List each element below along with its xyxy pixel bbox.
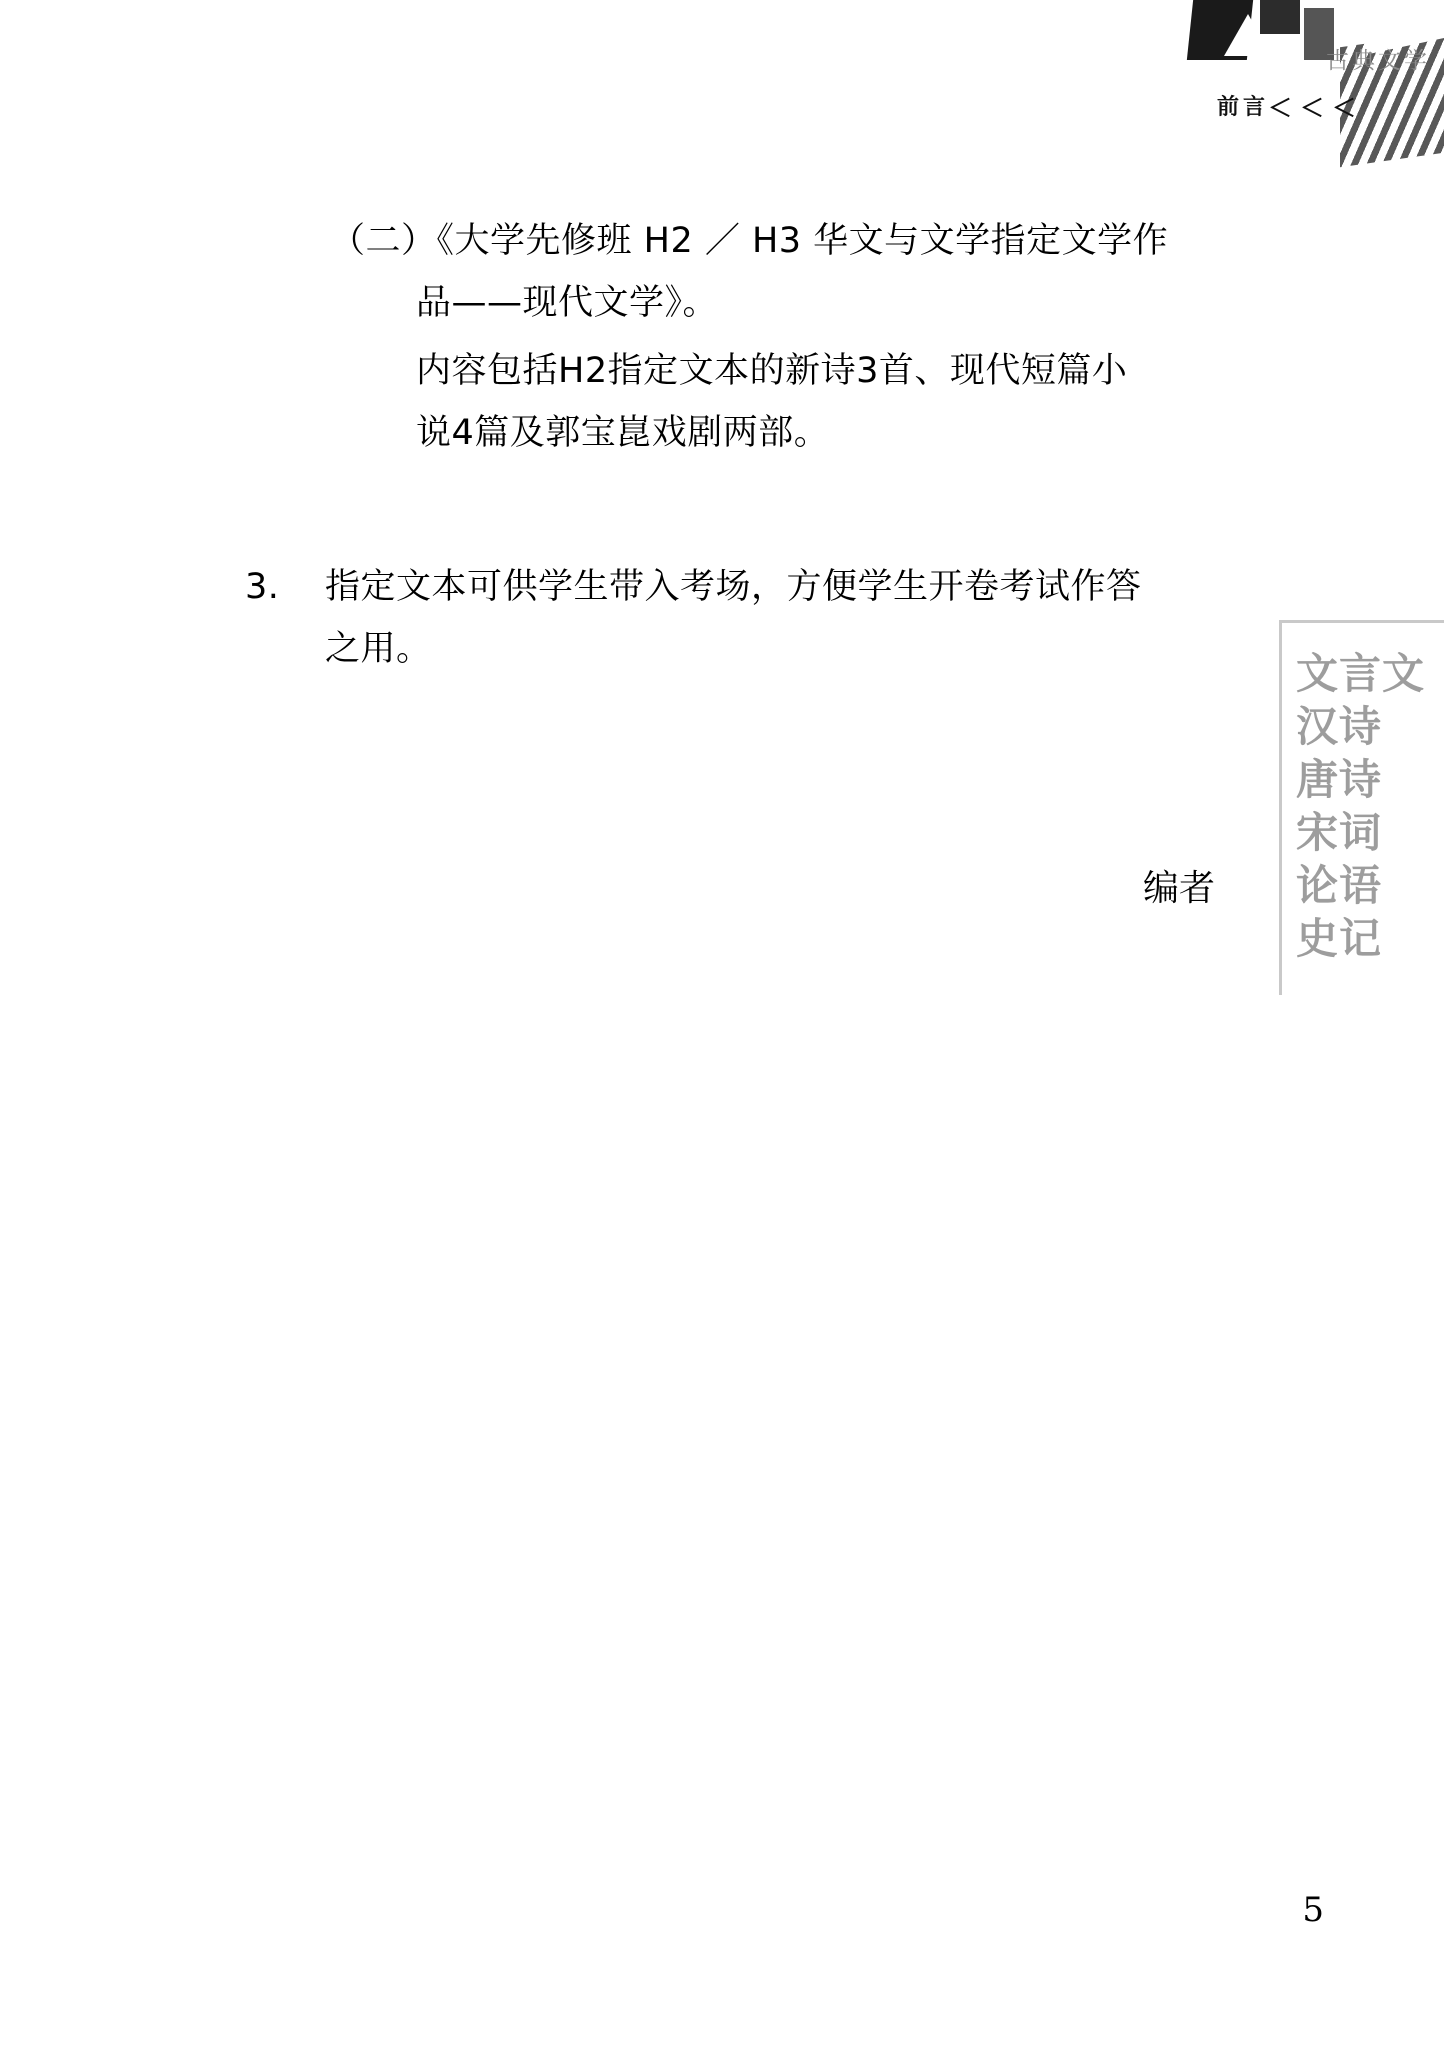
- side-tab-item-5: 史记: [1296, 914, 1383, 963]
- running-head-section: 前言: [1216, 94, 1269, 119]
- list-item-b-line1: （二）《大学先修班 H2 ／ H3 华文与文学指定文学作: [330, 221, 1169, 261]
- list-item-3-line1: 指定文本可供学生带入考场，方便学生开卷考试作答: [325, 567, 1142, 607]
- side-tab-item-0: 文言文: [1296, 649, 1426, 698]
- list-item-b-line4: 说4篇及郭宝崑戏剧两部。: [416, 413, 830, 453]
- list-item-b-line3: 内容包括H2指定文本的新诗3首、现代短篇小: [416, 351, 1128, 391]
- side-index-tab: [1279, 620, 1444, 995]
- list-item-b: [330, 210, 1316, 334]
- side-tab-item-3: 宋词: [1296, 808, 1383, 857]
- page-number: 5: [1302, 1890, 1324, 1930]
- signature-text: 编者: [1142, 868, 1215, 909]
- list-item-b-line2: 品——现代文学》。: [416, 283, 719, 323]
- side-tab-item-1: 汉诗: [1296, 702, 1383, 751]
- chevron-left-icon: ＜＜＜: [1268, 95, 1364, 122]
- header-brand-text: 古典文学: [1326, 48, 1430, 74]
- side-tab-item-4: 论语: [1296, 861, 1383, 910]
- list-item-3-number: 3.: [245, 567, 280, 607]
- header-triangle: [1224, 14, 1272, 56]
- list-item-b-detail: [330, 340, 1316, 464]
- list-item-3-line2: 之用。: [325, 629, 432, 669]
- side-tab-item-2: 唐诗: [1296, 755, 1383, 804]
- list-item-3: [245, 556, 1315, 680]
